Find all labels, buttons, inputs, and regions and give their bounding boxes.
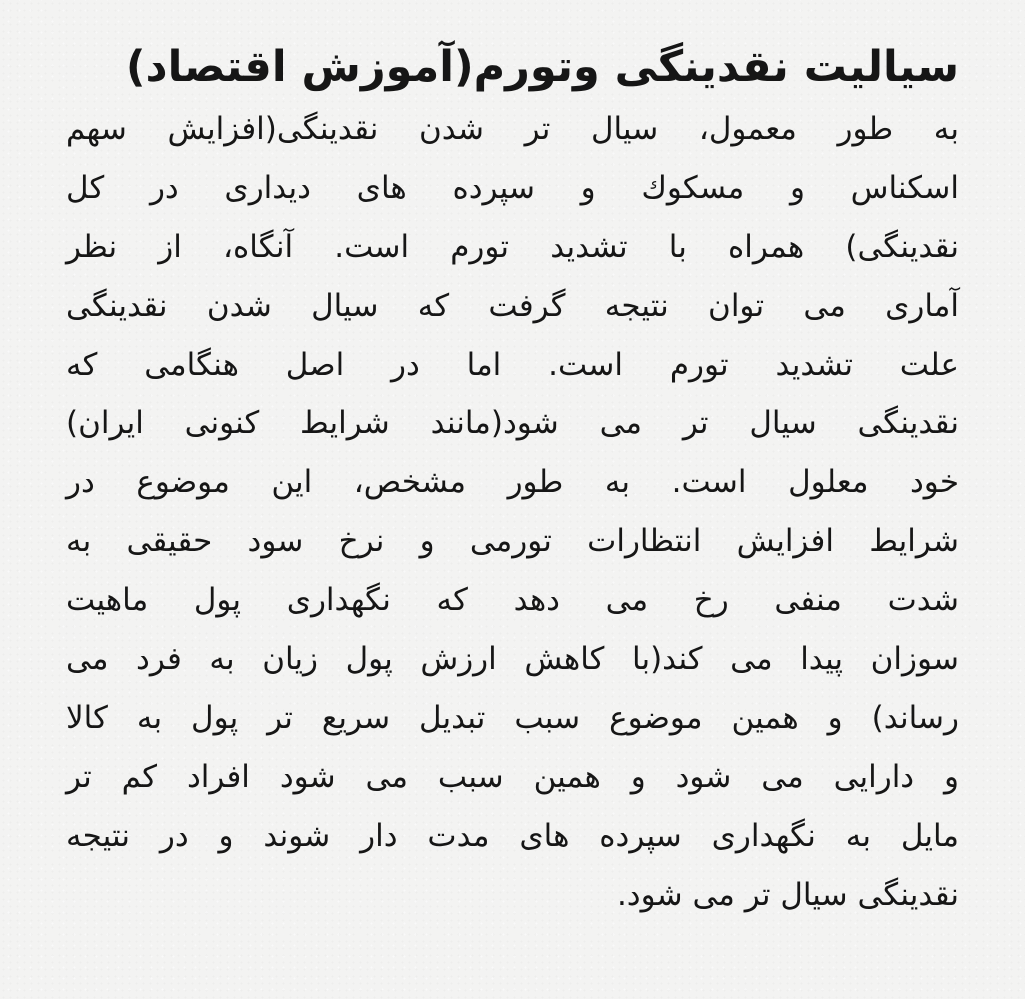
paragraph-line: آماری می توان نتیجه گرفت که سیال شدن نقدینگی xyxy=(66,287,959,324)
paragraph-line: رساند) و همین موضوع سبب تبدیل سریع تر پول به کالا xyxy=(66,699,959,736)
paragraph-line: نقدینگی) همراه با تشدید تورم است. آنگاه، از نظر xyxy=(66,228,959,265)
paragraph-line: و دارایی می شود و همین سبب می شود افراد کم تر xyxy=(66,758,959,795)
paragraph-line: مایل به نگهداری سپرده های مدت دار شوند و در نتیجه xyxy=(66,817,959,854)
paragraph-line: خود معلول است. به طور مشخص، این موضوع در xyxy=(66,464,959,501)
paragraph-line: سوزان پیدا می کند(با کاهش ارزش پول زیان به فرد می xyxy=(66,641,959,678)
paragraph-line: شرایط افزایش انتظارات تورمی و نرخ سود حقیقی به xyxy=(66,523,959,560)
article-body xyxy=(66,100,959,924)
paragraph-line: به طور معمول، سیال تر شدن نقدینگی(افزایش سهم xyxy=(66,111,959,147)
paragraph-line: نقدینگی سیال تر می شود. xyxy=(616,876,959,913)
paragraph-line: شدت منفی رخ می دهد که نگهداری پول ماهیت xyxy=(66,582,959,619)
paragraph-line: علت تشدید تورم است. اما در اصل هنگامی که xyxy=(66,346,959,383)
paragraph-line: نقدینگی سیال تر می شود(مانند شرایط کنونی ایران) xyxy=(66,405,959,442)
paragraph-line: اسکناس و مسکوك و سپرده های دیداری در کل xyxy=(66,169,959,206)
article-title: سیالیت نقدینگی وتورم(آموزش اقتصاد) xyxy=(125,42,959,92)
